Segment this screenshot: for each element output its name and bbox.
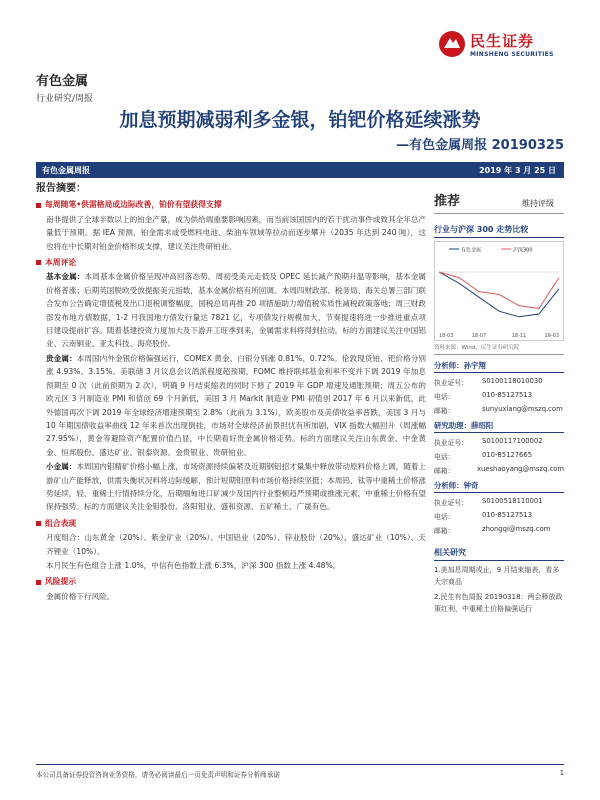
analyst-info-row xyxy=(434,391,564,401)
info-key: 邮箱： xyxy=(434,527,455,535)
weekly-essay-text: 南非提供了全球半数以上的铂金产量，成为供给端重要影响因素，而当前该国国内的若干扰动事件或致其全年总产量低于预期。据 IEA 预测，铂金需求或受燃料电池、柴油车领域等拉动而逐步攀升（2035 年达到 240 吨），这也将在中长期对铂金价格形成支撑，建议关注贵研铂业。 xyxy=(46,214,426,251)
para-lead: 小金属： xyxy=(46,462,77,472)
recommendation: 推荐 xyxy=(434,194,461,209)
info-value[interactable]: sunyuxiang@mszq.com xyxy=(482,405,563,413)
para-text: 本周国内钼精矿价格小幅上涨，市场资源持续偏紧及近期钢铝招才量集中释放带动原料价格上调，随着上游矿山产能释放，供需失衡状况料将边际缓解，预计短期钼原料市场价格持续坚挺；本周钨、钛等中重稀土价格涨势延续，轻、重稀土行情持续分化，后期缅甸进口矿减少及国内行业整顿趋严预期或推涨元素，中重稀土价格有望保持强势。标的方面建议关注金钼股份、洛阳钼业、盛和资源、五矿稀土、广晟有色。 xyxy=(46,462,427,512)
analyst-info-row xyxy=(434,451,564,461)
info-value[interactable]: xueshaoyang@mszq.com xyxy=(476,465,564,473)
info-key: 邮箱： xyxy=(434,407,455,415)
minor-metals-para xyxy=(36,460,426,514)
summary-column xyxy=(36,182,426,603)
bullet-title-text: 组合表现 xyxy=(45,518,77,528)
info-value: S0100518110001 xyxy=(482,497,543,505)
bullet-risk xyxy=(36,575,426,588)
bullet-title-text: 每周随笔•供需格局或边际改善，铂价有望获得支撑 xyxy=(45,200,222,210)
bullet-title-text: 风险提示 xyxy=(45,577,77,587)
company-logo xyxy=(438,30,554,58)
analyst-label: 分析师：孙宇翔 xyxy=(434,360,564,373)
info-key: 电话： xyxy=(434,453,455,461)
analyst-list xyxy=(434,360,564,535)
report-title: 加息预期减弱利多金银，铂钯价格延续涨势 xyxy=(119,109,481,131)
bullet-weekly-comment xyxy=(36,256,426,269)
report-type: 行业研究/周报 xyxy=(36,94,94,104)
bullet-weekly-essay xyxy=(36,198,426,211)
portfolio-perf-text: 本月民生有色组合上涨 1.0%，中信有色指数上涨 6.3%，沪深 300 指数上涨 4.48%。 xyxy=(46,560,341,570)
para-text: 本周基本金属价格呈现冲高回落态势。周初受美元走低及 OPEC 延长减产预期升温等影响，基本金属价格普涨；后期英国脱欧受放提振美元指数，基本金属价格有所回调。本周四财政部、税务局、海关总署三部门联合发布公告确定增值税及出口退税调整幅度，国税总局再推 20 项措施助力增值税实质性减税政策落地；周三财政部发布地方债数据，1-2 月我国地方债发行量达 7821 亿，专项债发行规模加大，节奏提速将进一步推进重点项目建设提前扩容。随着基建投资力度加大及下游开工旺季到来，金属需求料将得到拉动。标的方面建议关注中国铝业、云南铜业、亚太科技、海亮股份。 xyxy=(46,272,427,349)
footer xyxy=(36,764,564,779)
series-line xyxy=(439,272,559,308)
trend-chart xyxy=(434,241,564,341)
precious-metals-para xyxy=(36,352,426,459)
para-lead: 贵金属： xyxy=(46,353,77,363)
info-key: 执业证号： xyxy=(434,439,468,447)
trend-chart-svg xyxy=(435,242,563,340)
bullet-square-icon xyxy=(36,580,41,585)
x-tick-label: 18-07 xyxy=(471,333,487,339)
bullet-portfolio xyxy=(36,517,426,530)
bullet-square-icon xyxy=(36,203,41,208)
para-text: 本周国内外金银价格偏强运行，COMEX 黄金、白银分别涨 0.81%、0.72%。伦敦现货铂、钯价格分别涨 4.93%、3.15%。美联储 3 月议息会议鸽派程度超预期，FOMC 维持联邦基金利率不变并下调 2019 年加息预期至 0 次（此前预期为 2 次），明确 9 月结束缩表的同时下修了 2019 年 GDP 增速及通胀预期；周五公布的欧元区 3 月制造业 PMI 和值创 69 个月新低，美国 3 月 Markit 制造业 PMI 初值创 2017 年 6 月以来新低，此外德国再次下调 2019 年全球经济增速预期至 2.8%（此前为 3.1%），欧美股市及美债收益率普跌，美国 3 月与 10 年期国债收益率曲线 12 年来首次出现倒挂，市场对全球经济前景担忧有所加剧，VIX 指数大幅回升（周涨幅 27.95%），黄金等避险资产配置价值凸显，中长期看好贵金属价格走势。标的方面建议关注山东黄金、中金黄金、恒邦股份、盛达矿业、银泰资源、金贵银业、贵研铂业。 xyxy=(46,353,426,457)
info-key: 邮箱： xyxy=(434,467,455,475)
related-item-2[interactable]: 2.民生有色周报 20190318：两会释放政策红利，中重稀土价格偏强运行 xyxy=(434,593,563,613)
risk-text: 金属价格下行风险。 xyxy=(46,591,115,601)
analyst-info-row xyxy=(434,437,564,447)
sidebar xyxy=(434,190,564,615)
band-category: 有色金属周报 xyxy=(42,166,90,175)
x-tick-label: 18-03 xyxy=(439,333,454,339)
legend-label: 沪深300 xyxy=(513,247,533,254)
analyst-info-row xyxy=(434,377,564,387)
x-tick-label: 18-11 xyxy=(511,333,527,339)
bullet-title-text: 本周评论 xyxy=(45,258,77,268)
analyst-label: 研究助理：薛绍阳 xyxy=(434,420,564,433)
logo-en-text: MINSHENG SECURITIES xyxy=(470,51,554,58)
portfolio-text: 月度组合：山东黄金（20%）、紫金矿业（20%）、中国铝业（20%）、锌业股份（20%）、盛达矿业（10%）、天齐锂业（10%）。 xyxy=(46,533,426,556)
info-value: 010-85127513 xyxy=(482,511,533,519)
info-value: 010-85127665 xyxy=(482,451,533,459)
chart-source: 资料来源：Wind，民生证券研究院 xyxy=(434,343,564,355)
info-value[interactable]: zhongqi@mszq.com xyxy=(482,525,551,533)
base-metals-para xyxy=(36,270,426,350)
summary-heading: 报告摘要： xyxy=(36,183,86,194)
logo-cn-text: 民生证券 xyxy=(470,32,535,50)
industry-label: 有色金属 xyxy=(36,74,89,89)
analyst-info-row xyxy=(434,465,564,475)
legend-label: 有色金属 xyxy=(461,247,482,254)
band-date: 2019 年 3 月 25 日 xyxy=(479,166,556,175)
x-tick-label: 19-03 xyxy=(544,333,559,339)
info-value: S0100117100002 xyxy=(482,437,543,445)
analyst-info-row xyxy=(434,525,564,535)
bullet-square-icon xyxy=(36,521,41,526)
info-value: S0100118010030 xyxy=(482,377,543,385)
info-key: 电话： xyxy=(434,513,455,521)
page-number: 1 xyxy=(559,769,564,777)
related-item-1[interactable]: 1.美加息周期或止，9 月结束缩表，看多大宗商品 xyxy=(434,566,560,586)
footer-disclaimer: 本公司具备证券投资咨询业务资格，请务必阅读最后一页免责声明和证券分析师承诺 xyxy=(36,771,280,779)
info-key: 电话： xyxy=(434,393,455,401)
analyst-info-row xyxy=(434,511,564,521)
rating: 维持评级 xyxy=(522,199,554,208)
analyst-label: 分析师：钟奇 xyxy=(434,480,564,493)
para-lead: 基本金属： xyxy=(46,272,85,282)
info-key: 执业证号： xyxy=(434,499,468,507)
bullet-square-icon xyxy=(36,260,41,265)
analyst-info-row xyxy=(434,497,564,507)
minsheng-logo-icon xyxy=(438,30,466,58)
info-value: 010-85127513 xyxy=(482,391,533,399)
chart-title: 行业与沪深 300 走势比较 xyxy=(434,224,564,238)
info-key: 执业证号： xyxy=(434,379,468,387)
info-band xyxy=(36,162,564,178)
analyst-info-row xyxy=(434,405,564,415)
report-subtitle: —有色金属周报 20190325 xyxy=(396,138,564,153)
recommendation-row xyxy=(434,190,564,214)
related-research-title: 相关研究 xyxy=(434,547,564,561)
